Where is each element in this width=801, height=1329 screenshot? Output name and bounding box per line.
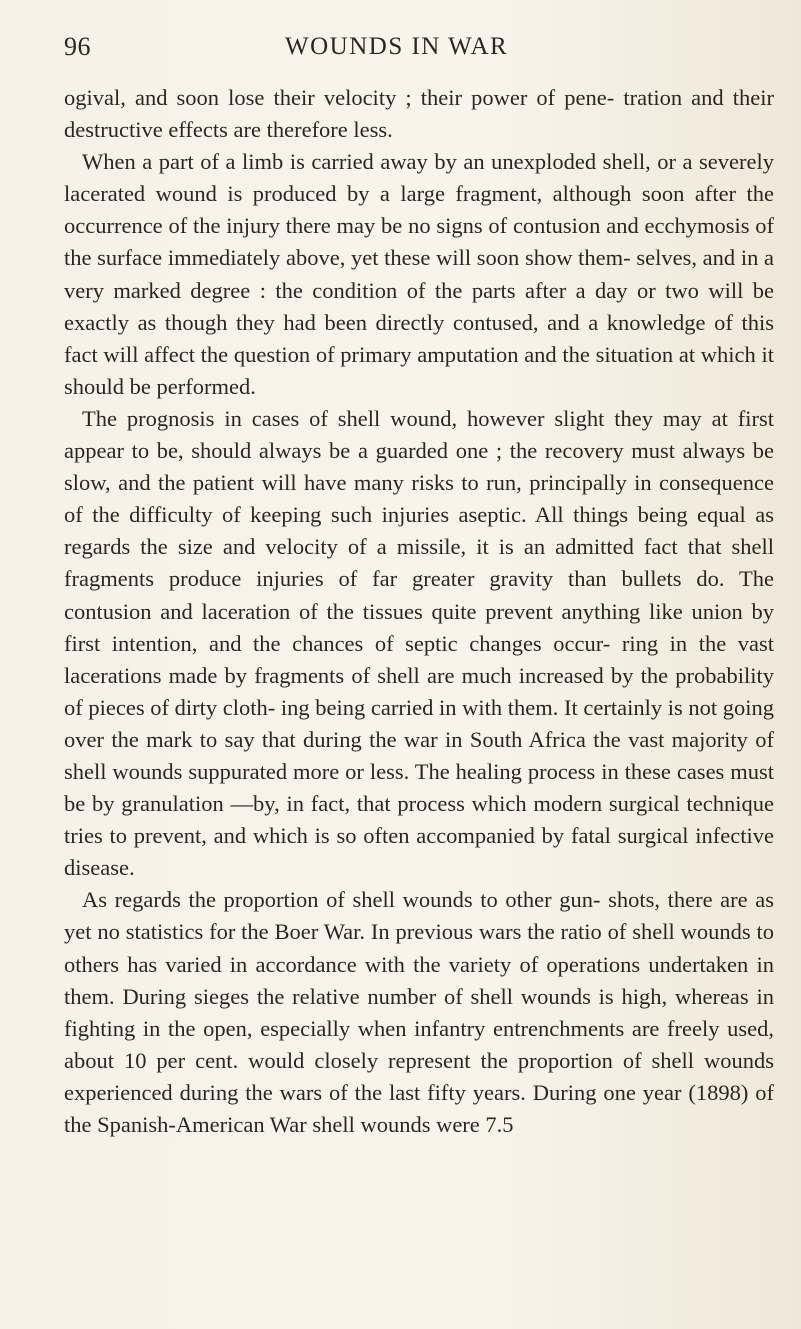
body-text: [64, 82, 774, 1141]
running-title: WOUNDS IN WAR: [285, 33, 509, 60]
paragraph-continuation: ogival, and soon lose their velocity ; their power of pene- tration and their destructive effects are therefore less.: [64, 85, 774, 143]
page-header: [0, 32, 801, 72]
paragraph-proportion: As regards the proportion of shell wounds to other gun- shots, there are as yet no statistics for the Boer War. In previous wars the ratio of shell wounds to others has varied in accordance with the variety of operations undertaken in them. During sieges the relative number of shell wounds is high, whereas in fighting in the open, especially when infantry entrenchments are freely used, about 10 per cent. would closely represent the proportion of shell wounds experienced during the wars of the last fifty years. During one year (1898) of the Spanish-American War shell wounds were 7.5: [64, 887, 774, 1137]
page-number: 96: [64, 32, 91, 61]
paragraph-unexploded-shell: When a part of a limb is carried away by an unexploded shell, or a severely lacerated wound is produced by a large fragment, although soon after the occurrence of the injury there may be no signs of contusion and ecchymosis of the surface immediately above, yet these will soon show them- selves, and in a very marked degree : the condition of the parts after a day or two will be exactly as though they had been directly contused, and a knowledge of this fact will affect the question of primary amputation and the situation at which it should be performed.: [64, 149, 774, 399]
paragraph-prognosis: The prognosis in cases of shell wound, however slight they may at first appear to be, should always be a guarded one ; the recovery must always be slow, and the patient will have many risks to run, principally in consequence of the difficulty of keeping such injuries aseptic. All things being equal as regards the size and velocity of a missile, it is an admitted fact that shell fragments produce injuries of far greater gravity than bullets do. The contusion and laceration of the tissues quite prevent anything like union by first intention, and the chances of septic changes occur- ring in the vast lacerations made by fragments of shell are much increased by the probability of pieces of dirty cloth- ing being carried in with them. It certainly is not going over the mark to say that during the war in South Africa the vast majority of shell wounds suppurated more or less. The healing process in these cases must be by granulation —by, in fact, that process which modern surgical technique tries to prevent, and which is so often accompanied by fatal surgical infective disease.: [64, 405, 774, 881]
